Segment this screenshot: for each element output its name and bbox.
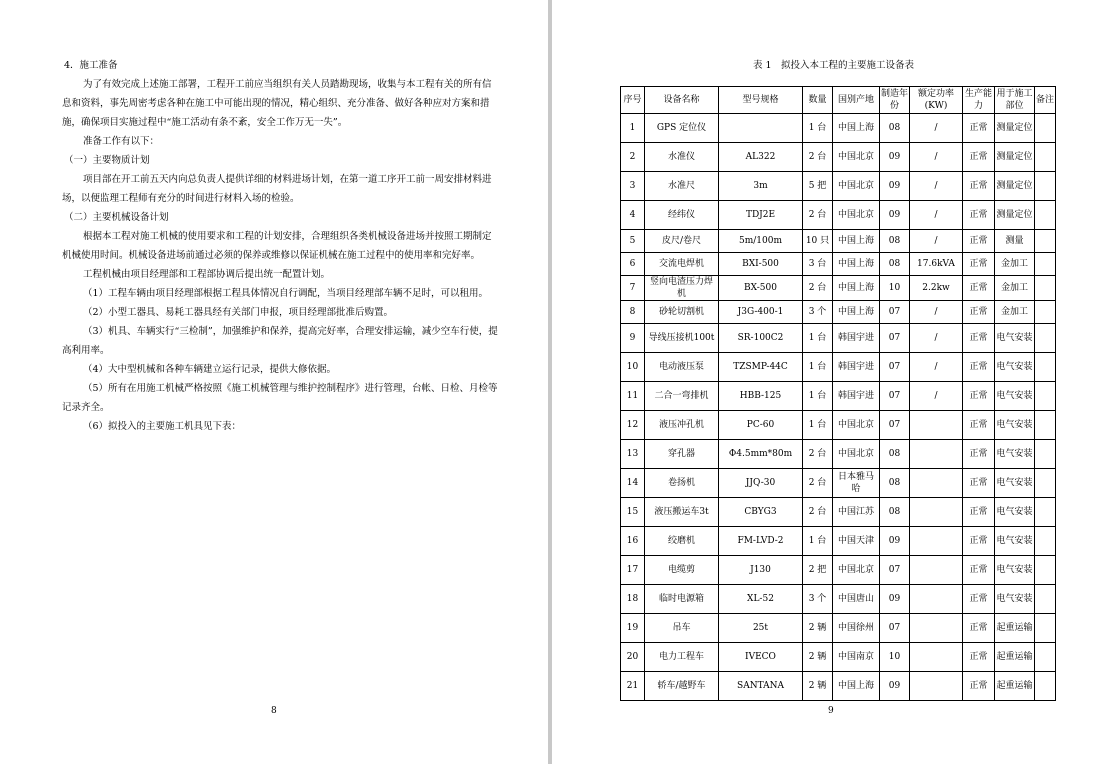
table-cell — [910, 643, 963, 672]
table-cell: XL-52 — [719, 585, 803, 614]
page-number-left: 8 — [271, 706, 277, 716]
table-cell: 8 — [621, 301, 645, 324]
body-paragraph: （5）所有在用施工机械严格按照《施工机械管理与维护控制程序》进行管理，台帐、日检、月检等记录齐全。 — [62, 383, 498, 413]
table-cell: 绞磨机 — [645, 527, 719, 556]
table-cell: 09 — [880, 672, 910, 701]
table-cell: 正常 — [963, 253, 995, 276]
table-cell: 14 — [621, 469, 645, 498]
table-cell — [910, 527, 963, 556]
table-cell: 电气安装 — [995, 585, 1035, 614]
table-cell — [1035, 556, 1056, 585]
table-cell: 10 — [621, 353, 645, 382]
table-cell: 竖向电渣压力焊机 — [645, 276, 719, 301]
table-cell: 17 — [621, 556, 645, 585]
table-cell — [910, 672, 963, 701]
table-cell: 08 — [880, 253, 910, 276]
table-cell: 2 把 — [803, 556, 833, 585]
table-row — [621, 527, 1056, 556]
table-cell: 电气安装 — [995, 382, 1035, 411]
table-cell — [1035, 353, 1056, 382]
body-paragraph: （6）拟投入的主要施工机具见下表： — [83, 421, 242, 432]
table-cell: 15 — [621, 498, 645, 527]
table-header-cell: 制造年份 — [880, 87, 910, 114]
table-cell — [1035, 230, 1056, 253]
table-cell: 10 — [880, 276, 910, 301]
table-cell: SR-100C2 — [719, 324, 803, 353]
table-cell: 电气安装 — [995, 498, 1035, 527]
table-row — [621, 201, 1056, 230]
table-cell — [1035, 114, 1056, 143]
section-heading: （二）主要机械设备计划 — [64, 212, 169, 223]
table-cell: 08 — [880, 230, 910, 253]
body-paragraph: （4）大中型机械和各种车辆建立运行记录，提供大修依据。 — [83, 364, 337, 375]
page-number-right: 9 — [828, 706, 834, 716]
table-cell: 中国北京 — [833, 556, 880, 585]
table-cell: 正常 — [963, 143, 995, 172]
body-paragraph: （1）工程车辆由项目经理部根据工程具体情况自行调配，当项目经理部车辆不足时，可以租用。 — [83, 288, 489, 299]
table-cell: 5m/100m — [719, 230, 803, 253]
table-cell: HBB-125 — [719, 382, 803, 411]
table-row — [621, 324, 1056, 353]
table-cell: 电缆剪 — [645, 556, 719, 585]
table-cell: J130 — [719, 556, 803, 585]
table-cell: 中国北京 — [833, 143, 880, 172]
table-cell: SANTANA — [719, 672, 803, 701]
table-cell: 07 — [880, 324, 910, 353]
table-cell: 测量定位 — [995, 143, 1035, 172]
table-cell: 起重运输 — [995, 643, 1035, 672]
table-cell: 09 — [880, 527, 910, 556]
table-cell: 正常 — [963, 672, 995, 701]
table-cell: 中国上海 — [833, 114, 880, 143]
table-row — [621, 230, 1056, 253]
table-cell — [1035, 382, 1056, 411]
table-cell: 10 — [880, 643, 910, 672]
table-cell: 17.6kVA — [910, 253, 963, 276]
body-paragraph: 准备工作有以下： — [83, 136, 160, 147]
table-cell: 电气安装 — [995, 440, 1035, 469]
table-cell: 4 — [621, 201, 645, 230]
table-row — [621, 276, 1056, 301]
table-cell — [1035, 172, 1056, 201]
body-paragraph: （2）小型工器具、易耗工器具经有关部门申报，项目经理部批准后购置。 — [83, 307, 394, 318]
table-cell: 液压搬运车3t — [645, 498, 719, 527]
table-cell: 2 台 — [803, 143, 833, 172]
table-cell: / — [910, 324, 963, 353]
table-cell: 电气安装 — [995, 411, 1035, 440]
table-row — [621, 440, 1056, 469]
table-cell: 2 辆 — [803, 672, 833, 701]
table-cell — [910, 411, 963, 440]
section-heading: （一）主要物质计划 — [64, 155, 150, 166]
table-cell — [1035, 614, 1056, 643]
table-cell — [1035, 585, 1056, 614]
table-cell — [1035, 440, 1056, 469]
table-cell: 1 台 — [803, 382, 833, 411]
table-cell: 金加工 — [995, 253, 1035, 276]
body-paragraph: 工程机械由项目经理部和工程部协调后提出统一配置计划。 — [83, 269, 331, 280]
table-header-cell: 用于施工部位 — [995, 87, 1035, 114]
table-cell: 金加工 — [995, 301, 1035, 324]
table-cell: 19 — [621, 614, 645, 643]
table-cell — [1035, 498, 1056, 527]
table-cell: 韩国宇进 — [833, 324, 880, 353]
table-cell: 2 台 — [803, 201, 833, 230]
table-cell: 07 — [880, 301, 910, 324]
table-cell: / — [910, 301, 963, 324]
table-cell: 正常 — [963, 469, 995, 498]
table-cell — [910, 614, 963, 643]
table-cell: 中国北京 — [833, 201, 880, 230]
table-cell — [910, 469, 963, 498]
table-cell — [1035, 301, 1056, 324]
table-cell: 5 — [621, 230, 645, 253]
table-cell: 起重运输 — [995, 672, 1035, 701]
table-cell: 3 台 — [803, 253, 833, 276]
table-cell: 中国江苏 — [833, 498, 880, 527]
table-cell — [1035, 527, 1056, 556]
table-cell: / — [910, 172, 963, 201]
table-cell: 正常 — [963, 382, 995, 411]
section-title: 4．施工准备 — [64, 60, 118, 71]
table-cell: GPS 定位仪 — [645, 114, 719, 143]
table-cell: 水准仪 — [645, 143, 719, 172]
table-cell: 3 — [621, 172, 645, 201]
table-cell: 08 — [880, 440, 910, 469]
table-cell: 中国徐州 — [833, 614, 880, 643]
table-row — [621, 382, 1056, 411]
table-cell: 07 — [880, 382, 910, 411]
body-paragraph: 项目部在开工前五天内向总负责人提供详细的材料进场计划，在第一道工序开工前一周安排材料进场，以便监理工程师有充分的时间进行材料入场的检验。 — [62, 174, 492, 204]
table-cell: 测量定位 — [995, 201, 1035, 230]
table-cell: 08 — [880, 498, 910, 527]
table-cell: 12 — [621, 411, 645, 440]
table-cell: TZSMP-44C — [719, 353, 803, 382]
table-cell: 电动液压泵 — [645, 353, 719, 382]
table-cell: 正常 — [963, 324, 995, 353]
table-cell — [1035, 324, 1056, 353]
table-cell: 临时电源箱 — [645, 585, 719, 614]
table-cell: 09 — [880, 201, 910, 230]
table-cell: 9 — [621, 324, 645, 353]
table-header-cell: 生产能力 — [963, 87, 995, 114]
table-cell: 2 — [621, 143, 645, 172]
table-cell: 正常 — [963, 440, 995, 469]
table-cell: 正常 — [963, 301, 995, 324]
table-cell: CBYG3 — [719, 498, 803, 527]
table-cell: 二合一弯排机 — [645, 382, 719, 411]
table-cell — [1035, 672, 1056, 701]
table-cell: 测量 — [995, 230, 1035, 253]
table-row — [621, 585, 1056, 614]
table-cell: 中国北京 — [833, 411, 880, 440]
table-cell: IVECO — [719, 643, 803, 672]
table-cell: 金加工 — [995, 276, 1035, 301]
table-cell: 2 台 — [803, 276, 833, 301]
table-cell: 正常 — [963, 498, 995, 527]
table-cell: 07 — [880, 353, 910, 382]
table-cell: 1 台 — [803, 353, 833, 382]
table-cell: 正常 — [963, 353, 995, 382]
table-cell: 09 — [880, 143, 910, 172]
table-cell: 经纬仪 — [645, 201, 719, 230]
table-cell: 中国南京 — [833, 643, 880, 672]
table-cell: 07 — [880, 556, 910, 585]
table-row — [621, 143, 1056, 172]
table-cell — [1035, 469, 1056, 498]
table-row — [621, 353, 1056, 382]
table-cell: 轿车/越野车 — [645, 672, 719, 701]
table-cell — [1035, 643, 1056, 672]
table-cell: 中国上海 — [833, 276, 880, 301]
table-row — [621, 469, 1056, 498]
table-cell: 09 — [880, 172, 910, 201]
table-cell: 3 个 — [803, 301, 833, 324]
table-cell — [910, 498, 963, 527]
table-cell: FM-LVD-2 — [719, 527, 803, 556]
table-cell: 中国唐山 — [833, 585, 880, 614]
table-cell: 吊车 — [645, 614, 719, 643]
table-cell: PC-60 — [719, 411, 803, 440]
table-row — [621, 556, 1056, 585]
table-cell: 电气安装 — [995, 556, 1035, 585]
table-cell: Φ4.5mm*80m — [719, 440, 803, 469]
table-caption: 表 1 拟投入本工程的主要施工设备表 — [752, 60, 915, 71]
table-cell: 韩国宇进 — [833, 382, 880, 411]
table-cell — [1035, 201, 1056, 230]
table-header-cell: 型号规格 — [719, 87, 803, 114]
table-cell: 测量定位 — [995, 114, 1035, 143]
table-header-cell: 额定功率(KW) — [910, 87, 963, 114]
table-cell: 正常 — [963, 527, 995, 556]
table-cell: J3G-400-1 — [719, 301, 803, 324]
body-paragraph: 为了有效完成上述施工部署，工程开工前应当组织有关人员踏勘现场，收集与本工程有关的所有信息和资料，事先周密考虑各种在施工中可能出现的情况，精心组织、充分准备、做好各种应对方案和措施，确保项目实施过程中“施工活动有条不紊，安全工作万无一失”。 — [62, 79, 492, 128]
table-cell: 08 — [880, 469, 910, 498]
table-cell: 1 台 — [803, 527, 833, 556]
table-cell: 中国上海 — [833, 672, 880, 701]
table-cell — [910, 556, 963, 585]
table-cell: 2 辆 — [803, 614, 833, 643]
table-cell: 电气安装 — [995, 527, 1035, 556]
table-cell: 中国上海 — [833, 253, 880, 276]
table-cell: 中国上海 — [833, 230, 880, 253]
table-cell: 正常 — [963, 201, 995, 230]
table-cell: / — [910, 353, 963, 382]
table-cell: 3m — [719, 172, 803, 201]
table-cell: 电气安装 — [995, 324, 1035, 353]
table-cell: / — [910, 230, 963, 253]
table-cell: / — [910, 201, 963, 230]
left-page-body — [62, 56, 498, 436]
table-cell: 正常 — [963, 114, 995, 143]
table-cell: 电气安装 — [995, 469, 1035, 498]
table-header-cell: 备注 — [1035, 87, 1056, 114]
table-cell: 2.2kw — [910, 276, 963, 301]
table-cell: 水准尺 — [645, 172, 719, 201]
table-cell: 3 个 — [803, 585, 833, 614]
table-row — [621, 643, 1056, 672]
table-row — [621, 672, 1056, 701]
table-cell: / — [910, 143, 963, 172]
equipment-table — [620, 86, 1056, 701]
table-cell: 07 — [880, 614, 910, 643]
table-row — [621, 114, 1056, 143]
table-cell: 液压冲孔机 — [645, 411, 719, 440]
table-cell: 起重运输 — [995, 614, 1035, 643]
table-row — [621, 614, 1056, 643]
table-cell: / — [910, 114, 963, 143]
table-cell: 13 — [621, 440, 645, 469]
table-cell: 测量定位 — [995, 172, 1035, 201]
table-cell: 中国北京 — [833, 172, 880, 201]
table-cell: 2 台 — [803, 498, 833, 527]
body-paragraph: 根据本工程对施工机械的使用要求和工程的计划安排，合理组织各类机械设备进场并按照工期制定机械使用时间。机械设备进场前通过必须的保养或维修以保证机械在施工过程中的使用率和完好率。 — [62, 231, 492, 261]
table-header-cell: 设备名称 — [645, 87, 719, 114]
right-page — [552, 0, 1115, 764]
table-cell: 16 — [621, 527, 645, 556]
table-row — [621, 172, 1056, 201]
table-cell: BX-500 — [719, 276, 803, 301]
table-cell — [1035, 143, 1056, 172]
table-cell: 1 台 — [803, 411, 833, 440]
body-paragraph: （3）机具、车辆实行“三检制”，加强维护和保养，提高完好率，合理安排运输，减少空车行使，提高利用率。 — [62, 326, 498, 356]
table-cell: JJQ-30 — [719, 469, 803, 498]
table-cell: 18 — [621, 585, 645, 614]
table-cell: 7 — [621, 276, 645, 301]
table-cell — [1035, 411, 1056, 440]
table-cell: 1 台 — [803, 324, 833, 353]
table-cell: 正常 — [963, 614, 995, 643]
table-cell: 日本雅马哈 — [833, 469, 880, 498]
table-cell: 07 — [880, 411, 910, 440]
table-cell: 交流电焊机 — [645, 253, 719, 276]
table-cell: 21 — [621, 672, 645, 701]
table-cell: 2 辆 — [803, 643, 833, 672]
table-row — [621, 301, 1056, 324]
table-cell: 正常 — [963, 276, 995, 301]
table-cell: 正常 — [963, 556, 995, 585]
table-cell: BXI-500 — [719, 253, 803, 276]
table-cell: 导线压接机100t — [645, 324, 719, 353]
table-cell: 1 — [621, 114, 645, 143]
table-cell: 砂轮切割机 — [645, 301, 719, 324]
table-cell: AL322 — [719, 143, 803, 172]
table-cell: 电气安装 — [995, 353, 1035, 382]
table-cell: 电力工程车 — [645, 643, 719, 672]
table-cell: 08 — [880, 114, 910, 143]
table-cell: 卷扬机 — [645, 469, 719, 498]
table-cell: 正常 — [963, 585, 995, 614]
table-cell: 20 — [621, 643, 645, 672]
table-cell: 6 — [621, 253, 645, 276]
table-cell — [910, 440, 963, 469]
table-body — [621, 114, 1056, 701]
table-cell — [1035, 276, 1056, 301]
table-cell: 正常 — [963, 230, 995, 253]
table-cell: 正常 — [963, 643, 995, 672]
table-cell: 11 — [621, 382, 645, 411]
table-row — [621, 498, 1056, 527]
table-row — [621, 411, 1056, 440]
table-cell: 中国天津 — [833, 527, 880, 556]
table-cell: 2 台 — [803, 469, 833, 498]
table-cell: 10 只 — [803, 230, 833, 253]
table-header-row — [621, 87, 1056, 114]
table-cell: 韩国宇进 — [833, 353, 880, 382]
table-cell: 25t — [719, 614, 803, 643]
table-cell: 正常 — [963, 411, 995, 440]
table-row — [621, 253, 1056, 276]
table-cell: 正常 — [963, 172, 995, 201]
left-page — [0, 0, 548, 764]
table-header-cell: 数量 — [803, 87, 833, 114]
table-cell: TDJ2E — [719, 201, 803, 230]
table-cell: 1 台 — [803, 114, 833, 143]
table-cell — [910, 585, 963, 614]
table-cell: 2 台 — [803, 440, 833, 469]
table-cell — [719, 114, 803, 143]
table-cell — [1035, 253, 1056, 276]
table-cell: 穿孔器 — [645, 440, 719, 469]
table-cell: 09 — [880, 585, 910, 614]
table-cell: / — [910, 382, 963, 411]
table-cell: 皮尺/卷尺 — [645, 230, 719, 253]
table-header-cell: 序号 — [621, 87, 645, 114]
table-cell: 5 把 — [803, 172, 833, 201]
table-header-cell: 国别产地 — [833, 87, 880, 114]
table-cell: 中国北京 — [833, 440, 880, 469]
table-cell: 中国上海 — [833, 301, 880, 324]
